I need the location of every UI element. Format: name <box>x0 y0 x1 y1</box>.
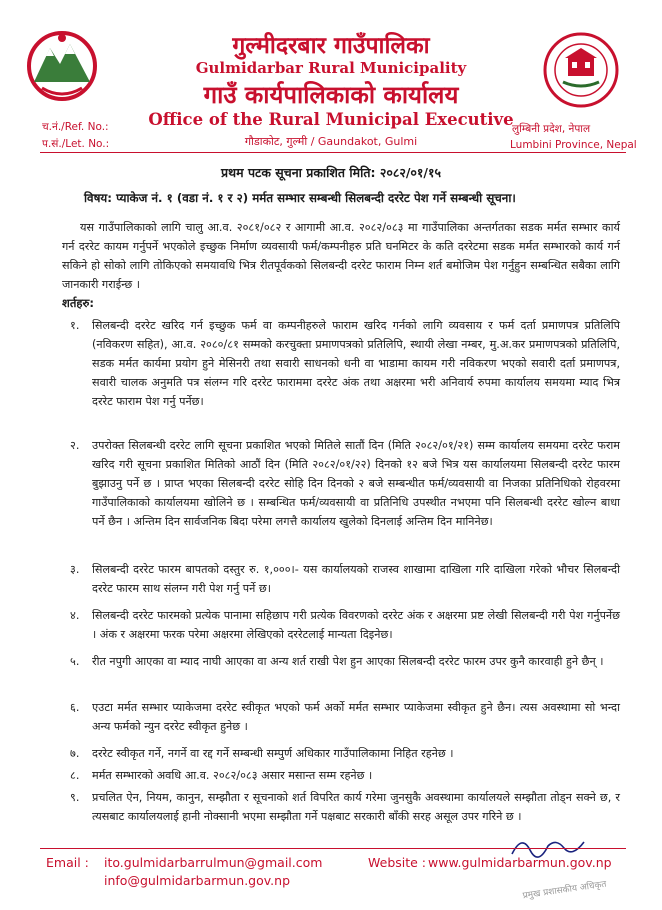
condition-number: २. <box>70 439 80 452</box>
office-title-np: गाउँ कार्यपालिकाको कार्यालय <box>203 81 459 109</box>
condition-item <box>70 744 620 763</box>
first-published-date: प्रथम पटक सूचना प्रकाशित मिति: २०८२/०१/१५ <box>221 165 441 180</box>
province-en: Lumbini Province, Nepal <box>510 139 637 151</box>
email-label: Email : <box>46 855 89 870</box>
condition-item <box>70 436 620 531</box>
municipality-title-en: Gulmidarbar Rural Municipality <box>195 59 467 77</box>
notice-intro: यस गाउँपालिकाको लागि चालु आ.व. २०८१/०८२ र आगामी आ.व. २०८२/०८३ मा गाउँपालिका अन्तर्गतका सडक मर्मत सम्भार कार्य गर्न दररेट कायम गर्नुपर्ने भएकोले इच्छुक निर्माण व्यवसायी फर्म/कम्पनीहरु प्रति घनमिटर के कति दररेटमा सडक मर्मत सम्भारको कार्य गर्न सकिने हो सोको लागि तोकिएको समयावधि भित्र रीतपूर्वकको सिलबन्दी दररेट फाराम निम्न शर्त बमोजिम पेश गर्नुहुन सम्बन्धित सबैका लागि जानकारी गराईन्छ । <box>62 221 620 291</box>
ref-no-label: च.नं./Ref. No.: <box>42 121 109 133</box>
province-np: लुम्बिनी प्रदेश, नेपाल <box>512 123 591 135</box>
office-title-en: Office of the Rural Municipal Executive <box>148 110 514 129</box>
condition-text: प्रचलित ऐन, नियम, कानुन, सम्झौता र सूचनाको शर्त विपरित कार्य गरेमा जुनसुकै अवस्थामा कार्यालयले सम्झौता तोड्न सक्ने छ, र त्यसबाट कार्यालयलाई हानी नोक्सानी भएमा सम्झौता गर्ने पक्षबाट सरकारी बाँकी सरह असूल उपर गरिने छ । <box>92 791 620 823</box>
office-address: गौडाकोट, गुल्मी / Gaundakot, Gulmi <box>244 135 418 148</box>
condition-number: ९. <box>70 791 80 804</box>
condition-number: ४. <box>70 609 80 622</box>
condition-item <box>70 698 620 736</box>
condition-item <box>70 560 620 598</box>
condition-text: एउटा मर्मत सम्भार प्याकेजमा दररेट स्वीकृत भएको फर्म अर्को मर्मत सम्भार प्याकेजमा स्वीकृत हुने छैन। त्यस अवस्थामा सो भन्दा अन्य फर्मको न्युन दररेट स्वीकृत हुनेछ । <box>92 701 620 733</box>
condition-text: सिलबन्दी दररेट फारम बापतको दस्तुर रु. १,०००।- यस कार्यालयको राजस्व शाखामा दाखिला गरि दाखिला गरेको भौचर सिलबन्दी दररेट फारम साथ संलग्न गरी पेश गर्नु पर्ने छ। <box>92 563 620 595</box>
condition-item <box>70 606 620 644</box>
office-stamp: प्रमुख प्रशासकीय अधिकृत <box>522 879 608 902</box>
condition-text: मर्मत सम्भारको अवधि आ.व. २०८२/०८३ असार मसान्त सम्म रहनेछ । <box>92 769 373 782</box>
email-primary[interactable]: ito.gulmidarbarrulmun@gmail.com <box>104 855 323 870</box>
condition-item <box>70 316 620 411</box>
header-divider <box>40 152 626 153</box>
condition-text: दररेट स्वीकृत गर्ने, नगर्ने वा रद्द गर्ने सम्बन्धी सम्पुर्ण अधिकार गाउँपालिकामा निहित रहनेछ । <box>92 747 454 760</box>
condition-number: ३. <box>70 563 80 576</box>
condition-item <box>70 652 620 671</box>
conditions-label: शर्तहरु: <box>62 296 94 310</box>
condition-text: सिलबन्दी दररेट खरिद गर्न इच्छुक फर्म वा कम्पनीहरुले फाराम खरिद गर्नको लागि व्यवसाय र फर्म दर्ता प्रमाणपत्र प्रतिलिपि (नविकरण सहित), आ.व. २०८०/८१ सम्मको करचुक्ता प्रमाणपत्रको प्रतिलिपि, स्थायी लेखा नम्बर, मु.अ.कर प्रमाणपत्रको प्रतिलिपि, सडक मर्मत कार्यमा प्रयोग हुने मेसिनरी तथा सवारी साधनको धनी वा भाडामा कायम गरी नविकरण भएको सवारी दर्ता प्रमाणपत्र, सवारी चालक अनुमति पत्र संलग्न गरि दररेट फाराममा दररेट अंक तथा अक्षरमा भरी अनिवार्य रुपमा कार्यालय समयमा म्याद भित्र दररेट फाराम पेश गर्नु पर्नेछ। <box>92 319 620 408</box>
municipality-title-np: गुल्मीदरबार गाउँपालिका <box>232 33 430 59</box>
condition-number: ८. <box>70 769 80 782</box>
website-label: Website : <box>368 855 427 870</box>
website-link[interactable]: www.gulmidarbarmun.gov.np <box>428 855 612 870</box>
condition-item <box>70 788 620 826</box>
footer-divider <box>40 848 626 849</box>
email-secondary[interactable]: info@gulmidarbarmun.gov.np <box>104 873 291 888</box>
condition-number: ५. <box>70 655 80 668</box>
let-no-label: प.सं./Let. No.: <box>42 138 110 150</box>
condition-text: रीत नपुगी आएका वा म्याद नाघी आएका वा अन्य शर्त राखी पेश हुन आएका सिलबन्दी दररेट फारम उपर कुनै कारवाही हुने छैन् । <box>92 655 604 668</box>
condition-number: ६. <box>70 701 80 714</box>
condition-number: ७. <box>70 747 80 760</box>
condition-text: सिलबन्दी दररेट फारमको प्रत्येक पानामा सहिछाप गरी प्रत्येक विवरणको दररेट अंक र अक्षरमा प्रष्ट लेखी सिलबन्दी गरी पेश गर्नुपर्नेछ । अंक र अक्षरमा फरक परेमा अक्षरमा लेखिएको दररेटलाई मान्यता दिइनेछ। <box>92 609 620 641</box>
condition-text: उपरोक्त सिलबन्धी दररेट लागि सूचना प्रकाशित भएको मितिले सातौं दिन (मिति २०८२/०१/२१) सम्म कार्यालय समयमा दररेट फराम खरिद गरी सूचना प्रकाशित मितिको आठौं दिन (मिति २०८२/०१/२२) दिनको १२ बजे भित्र यस कार्यालयमा सिलबन्दी दररेट फारम बुझाउनु पर्ने छ । प्राप्त भएका सिलबन्दी दररेट सोहि दिन दिनको २ बजे सम्बन्धीत फर्म/व्यवसायी वा निजका प्रतिनिधिको रोहवरमा गाउँपालिकाको कार्यालयमा खोलिने छ । सम्बन्धित फर्म/व्यवसायी वा प्रतिनिधि उपस्थीत नभएमा पनि सिलबन्धी दररेट खोल्न बाधा पर्ने छैन । अन्तिम दिन सार्वजनिक बिदा परेमा लगत्तै कार्यालय खुलेको दिनलाई अन्तिम दिन मानिनेछ। <box>92 439 620 528</box>
notice-subject: विषय: प्याकेज नं. १ (वडा नं. १ र २) मर्मत सम्भार सम्बन्धी सिलबन्दी दररेट पेश गर्ने सम्बन्धी सूचना। <box>84 191 516 205</box>
condition-number: १. <box>70 319 80 332</box>
condition-item <box>70 766 620 785</box>
